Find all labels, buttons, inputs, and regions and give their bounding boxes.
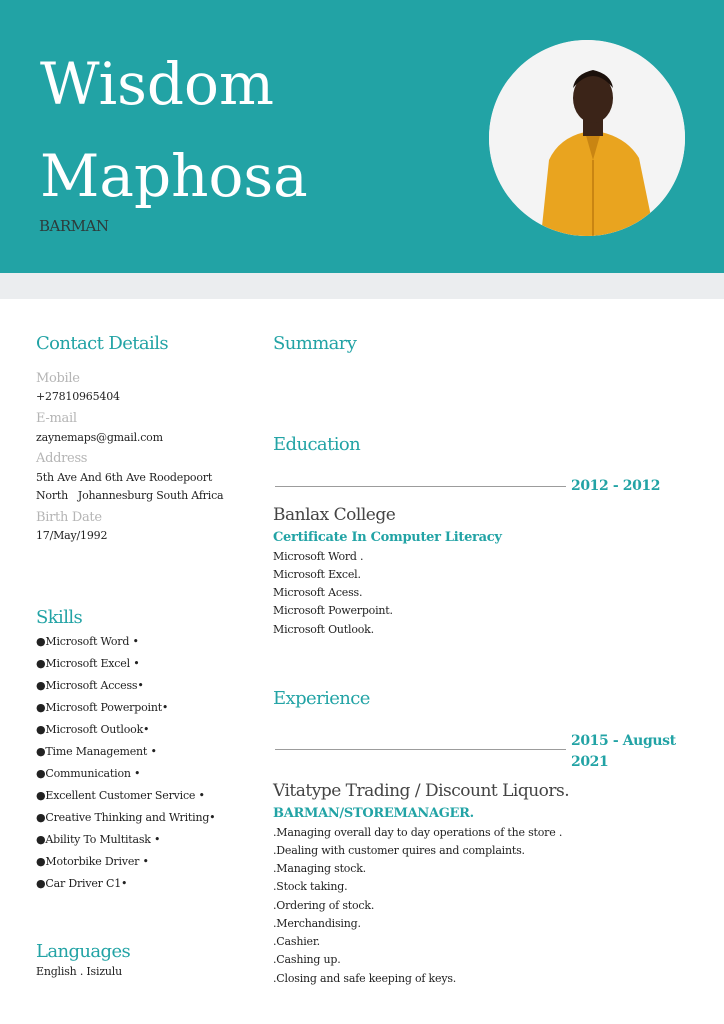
skill-item: ●Microsoft Access• (36, 679, 144, 692)
skill-item: ●Time Management • (36, 745, 157, 758)
experience-company: Vitatype Trading / Discount Liquors. (273, 781, 570, 801)
skill-item: ●Microsoft Outlook• (36, 723, 150, 736)
person-illustration (489, 40, 685, 236)
education-qualification: Certificate In Computer Literacy (273, 530, 502, 545)
experience-duty: .Ordering of stock. (273, 899, 375, 912)
education-institution: Banlax College (273, 505, 396, 525)
education-title: Education (273, 434, 361, 455)
skill-item: ●Creative Thinking and Writing• (36, 811, 216, 824)
experience-duty: .Managing stock. (273, 862, 366, 875)
experience-duty: .Managing overall day to day operations of the store . (273, 826, 563, 839)
last-name: Maphosa (40, 142, 308, 210)
languages-value: English . Isizulu (36, 965, 123, 978)
profile-photo (489, 40, 685, 236)
skill-item: ●Microsoft Word • (36, 635, 139, 648)
skill-item: ●Ability To Multitask • (36, 833, 161, 846)
email-label: E-mail (36, 411, 77, 426)
education-line: Microsoft Powerpoint. (273, 604, 393, 617)
skill-item: ●Microsoft Excel • (36, 657, 140, 670)
birth-date-label: Birth Date (36, 510, 102, 525)
summary-title: Summary (273, 333, 357, 354)
education-date: 2012 - 2012 (571, 478, 661, 494)
experience-duty: .Cashing up. (273, 953, 341, 966)
education-line: Microsoft Excel. (273, 568, 361, 581)
header-divider-band (0, 273, 724, 299)
first-name: Wisdom (40, 50, 274, 118)
experience-divider (275, 749, 566, 750)
address-line-2: North Johannesburg South Africa (36, 489, 224, 502)
skill-item: ●Motorbike Driver • (36, 855, 149, 868)
skill-item: ●Microsoft Powerpoint• (36, 701, 169, 714)
education-line: Microsoft Word . (273, 550, 364, 563)
job-role: BARMAN (39, 217, 109, 235)
experience-duty: .Stock taking. (273, 880, 348, 893)
birth-date-value: 17/May/1992 (36, 529, 108, 542)
languages-title: Languages (36, 941, 131, 962)
skill-item: ●Communication • (36, 767, 141, 780)
experience-duty: .Cashier. (273, 935, 320, 948)
address-line-1: 5th Ave And 6th Ave Roodepoort (36, 471, 213, 484)
email-value: zaynemaps@gmail.com (36, 431, 163, 444)
experience-date-line-1: 2015 - August (571, 733, 676, 749)
experience-date-line-2: 2021 (571, 754, 609, 770)
experience-duty: .Merchandising. (273, 917, 361, 930)
experience-title: Experience (273, 688, 370, 709)
experience-duty: .Dealing with customer quires and complaints. (273, 844, 525, 857)
contact-details-title: Contact Details (36, 333, 169, 354)
education-divider (275, 486, 566, 487)
address-label: Address (36, 451, 88, 466)
education-line: Microsoft Outlook. (273, 623, 374, 636)
skill-item: ●Excellent Customer Service • (36, 789, 205, 802)
skill-item: ●Car Driver C1• (36, 877, 128, 890)
mobile-value: +27810965404 (36, 390, 120, 403)
education-line: Microsoft Acess. (273, 586, 363, 599)
mobile-label: Mobile (36, 371, 80, 386)
skills-title: Skills (36, 607, 83, 628)
experience-position: BARMAN/STOREMANAGER. (273, 806, 474, 821)
experience-duty: .Closing and safe keeping of keys. (273, 972, 457, 985)
